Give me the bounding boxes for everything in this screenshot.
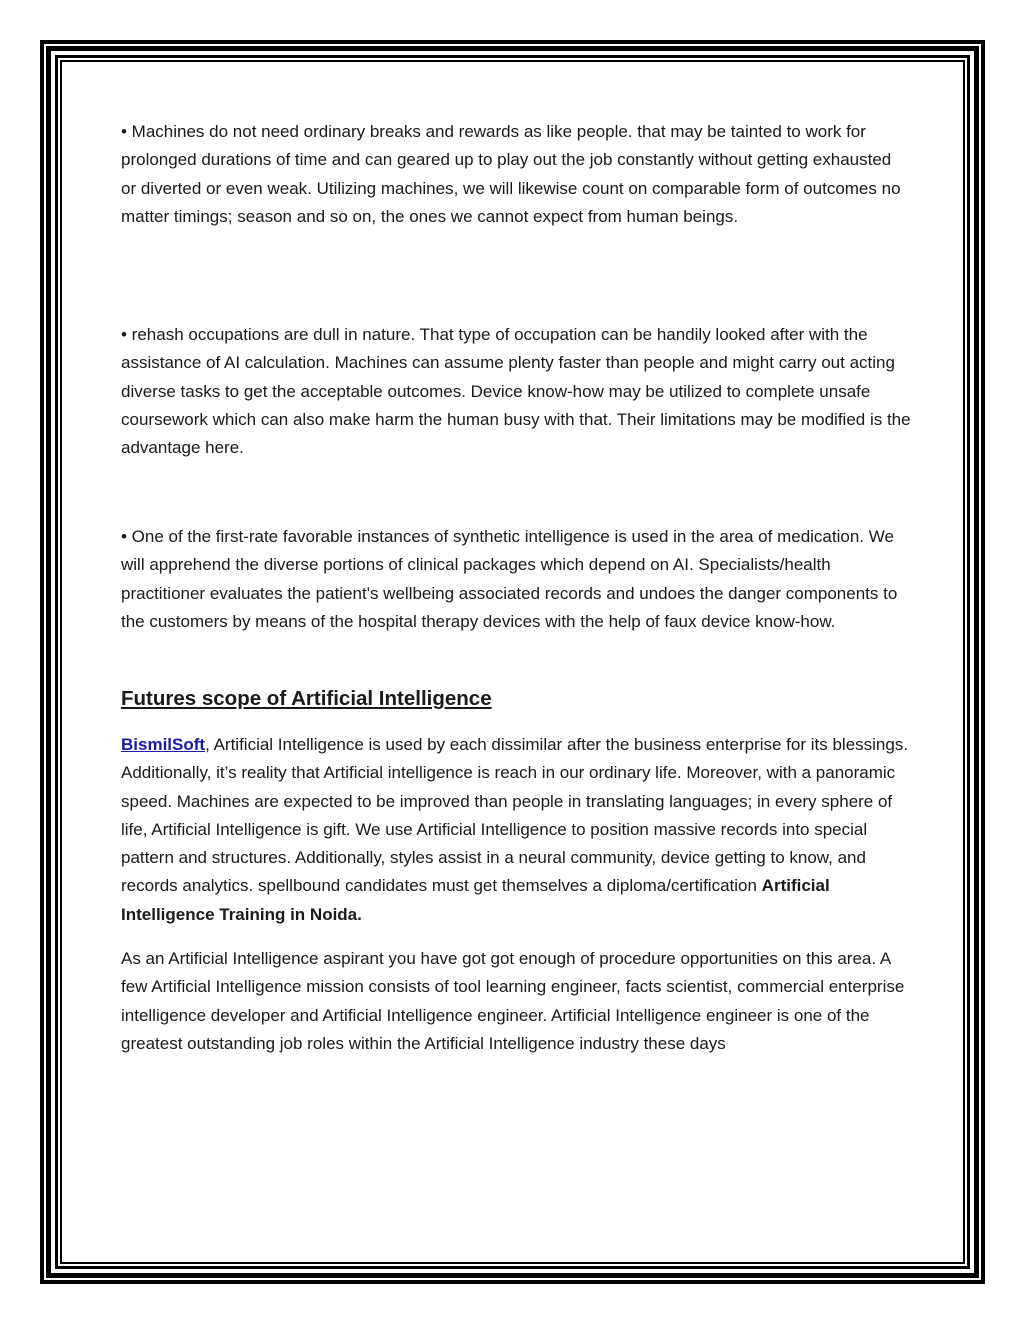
- section-heading: Futures scope of Artificial Intelligence: [121, 687, 492, 710]
- paragraph-bismilsoft-body: , Artificial Intelligence is used by each dissimilar after the business enterprise for its blessings. Additionally, it’s reality that Artificial intelligence is reach in our ordinary life. Moreover, with a panoramic speed. Machines are expected to be improved than people in translating languages; in every sphere of life, Artificial Intelligence is gift. We use Artificial Intelligence to position massive records into special pattern and structures. Additionally, styles assist in a neural community, device getting to know, and records analytics. spellbound candidates must get themselves a diploma/certification: [121, 735, 909, 896]
- paragraph-aspirant: As an Artificial Intelligence aspirant you have got got enough of procedure opportunities on this area. A few Artificial Intelligence mission consists of tool learning engineer, facts scientist, commercial enterprise intelligence developer and Artificial Intelligence engineer. Artificial Intelligence engineer is one of the greatest outstanding job roles within the Artificial Intelligence industry these days: [121, 949, 905, 1053]
- paragraph-bismilsoft: [121, 731, 911, 929]
- paragraph-rehash-occupations: • rehash occupations are dull in nature. That type of occupation can be handily looked after with the assistance of AI calculation. Machines can assume plenty faster than people and might carry out acting diverse tasks to get the acceptable outcomes. Device know-how may be utilized to complete unsafe coursework which can also make harm the human busy with that. Their limitations may be modified is the advantage here.: [121, 325, 911, 458]
- training-highlight: Artificial Intelligence Training in Noida.: [121, 876, 830, 924]
- bismilsoft-link[interactable]: BismilSoft: [121, 735, 206, 754]
- paragraph-machines-breaks: • Machines do not need ordinary breaks and rewards as like people. that may be tainted to work for prolonged durations of time and can geared up to play out the job constantly without getting exhausted or diverted or even weak. Utilizing machines, we will likewise count on comparable form of outcomes no matter timings; season and so on, the ones we cannot expect from human beings.: [121, 122, 901, 226]
- paragraph-medication: • One of the first-rate favorable instances of synthetic intelligence is used in the area of medication. We will apprehend the diverse portions of clinical packages which depend on AI. Specialists/health practitioner evaluates the patient's wellbeing associated records and undoes the danger components to the customers by means of the hospital therapy devices with the help of faux device know-how.: [121, 527, 898, 631]
- page-frame-inner: [60, 60, 965, 1264]
